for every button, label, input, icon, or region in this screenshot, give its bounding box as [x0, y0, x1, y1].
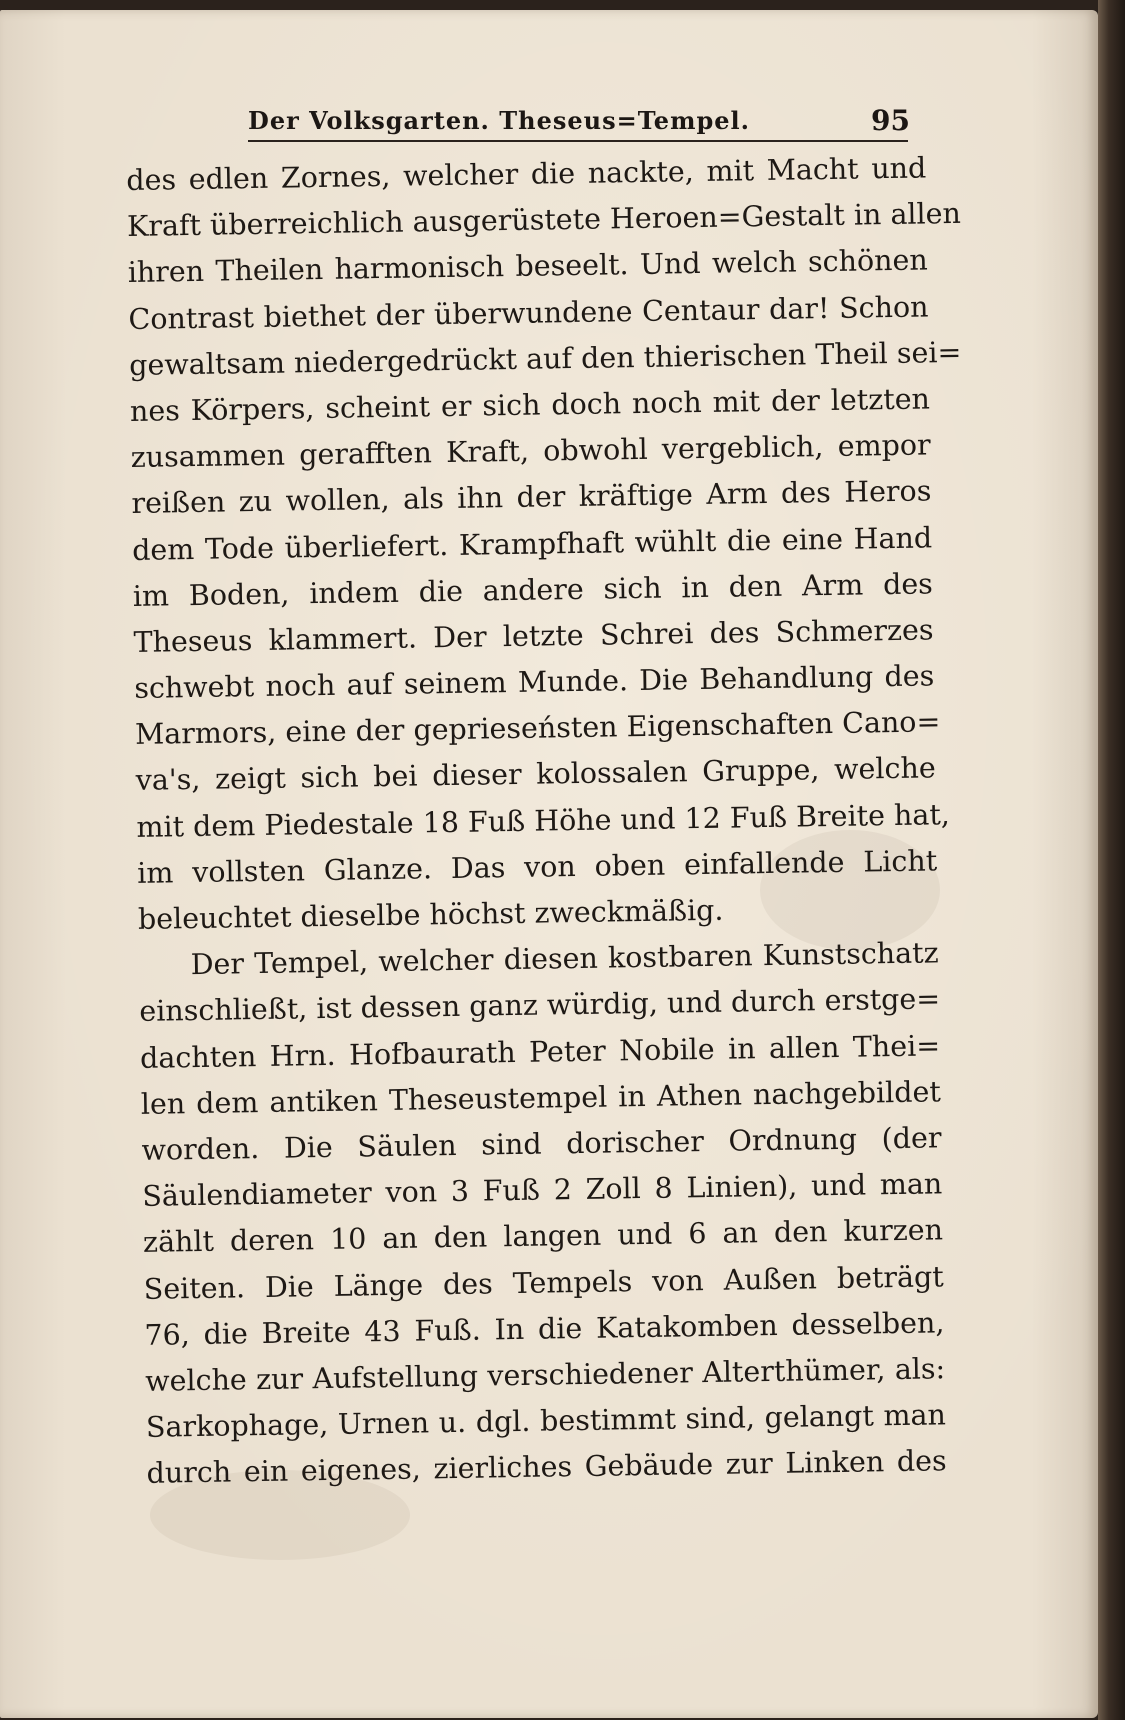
text-line: beleuchtet dieselbe höchst zweckmäßig. [137, 893, 724, 936]
page-number: 95 [871, 104, 910, 137]
text-line: des edlen Zornes, welcher die nackte, mit Macht und [126, 151, 927, 197]
text-line: Säulendiameter von 3 Fuß 2 Zoll 8 Linien), und man [142, 1167, 943, 1213]
running-title: Der Volksgarten. Theseus=Tempel. [248, 106, 750, 135]
text-line: va's, zeigt sich bei dieser kolossalen Gruppe, welche [135, 751, 936, 798]
text-line: Kraft überreichlich ausgerüstete Heroen=Gestalt in allen [126, 197, 962, 244]
text-line: len dem antiken Theseustempel in Athen nachgebildet [140, 1075, 942, 1121]
text-line: Der Tempel, welcher diesen kostbaren Kunstschatz [190, 936, 939, 982]
text-line: dachten Hrn. Hofbaurath Peter Nobile in allen Thei= [139, 1028, 941, 1075]
text-line: mit dem Piedestale 18 Fuß Höhe und 12 Fuß Breite hat, [136, 797, 951, 844]
text-line: Contrast biethet der überwundene Centaur dar! Schon [128, 289, 929, 336]
text-line: zählt deren 10 an den langen und 6 an den kurzen [142, 1213, 944, 1260]
text-line: durch ein eigenes, zierliches Gebäude zur Linken des [146, 1444, 947, 1491]
text-line: zusammen gerafften Kraft, obwohl vergeblich, empor [130, 428, 931, 475]
text-line: ihren Theilen harmonisch beseelt. Und welch schönen [127, 243, 928, 290]
text-line: dem Tode überliefert. Krampfhaft wühlt die eine Hand [131, 520, 933, 567]
text-line: Marmors, eine der geprieseństen Eigenschaften Cano= [134, 705, 941, 752]
header-rule [248, 140, 908, 142]
text-line: Theseus klammert. Der letzte Schrei des Schmerzes [133, 613, 934, 659]
text-line: schwebt noch auf seinem Munde. Die Behandlung des [134, 659, 935, 705]
text-line: im Boden, indem die andere sich in den Arm des [132, 567, 934, 613]
text-line: einschließt, ist dessen ganz würdig, und durch erstge= [139, 982, 941, 1029]
text-line: im vollsten Glanze. Das von oben einfallende Licht [136, 844, 938, 890]
page-header [140, 104, 910, 144]
text-line: 76, die Breite 43 Fuß. In die Katakomben desselben, [144, 1305, 945, 1352]
text-line: gewaltsam niedergedrückt auf den thierischen Theil sei= [128, 335, 962, 382]
text-line: Sarkophage, Urnen u. dgl. bestimmt sind, gelangt man [145, 1398, 947, 1444]
text-line: worden. Die Säulen sind dorischer Ordnung (der [141, 1121, 942, 1167]
text-line: welche zur Aufstellung verschiedener Alterthümer, als: [144, 1352, 946, 1398]
text-line: nes Körpers, scheint er sich doch noch mit der letzten [129, 382, 931, 428]
paragraph-2 [138, 931, 947, 1498]
text-line: Seiten. Die Länge des Tempels von Außen beträgt [143, 1259, 944, 1306]
book-edge [1098, 0, 1125, 1720]
text-line: reißen zu wollen, als ihn der kräftige Arm des Heros [131, 474, 932, 521]
body-text [126, 145, 962, 1497]
paragraph-1 [126, 145, 962, 943]
